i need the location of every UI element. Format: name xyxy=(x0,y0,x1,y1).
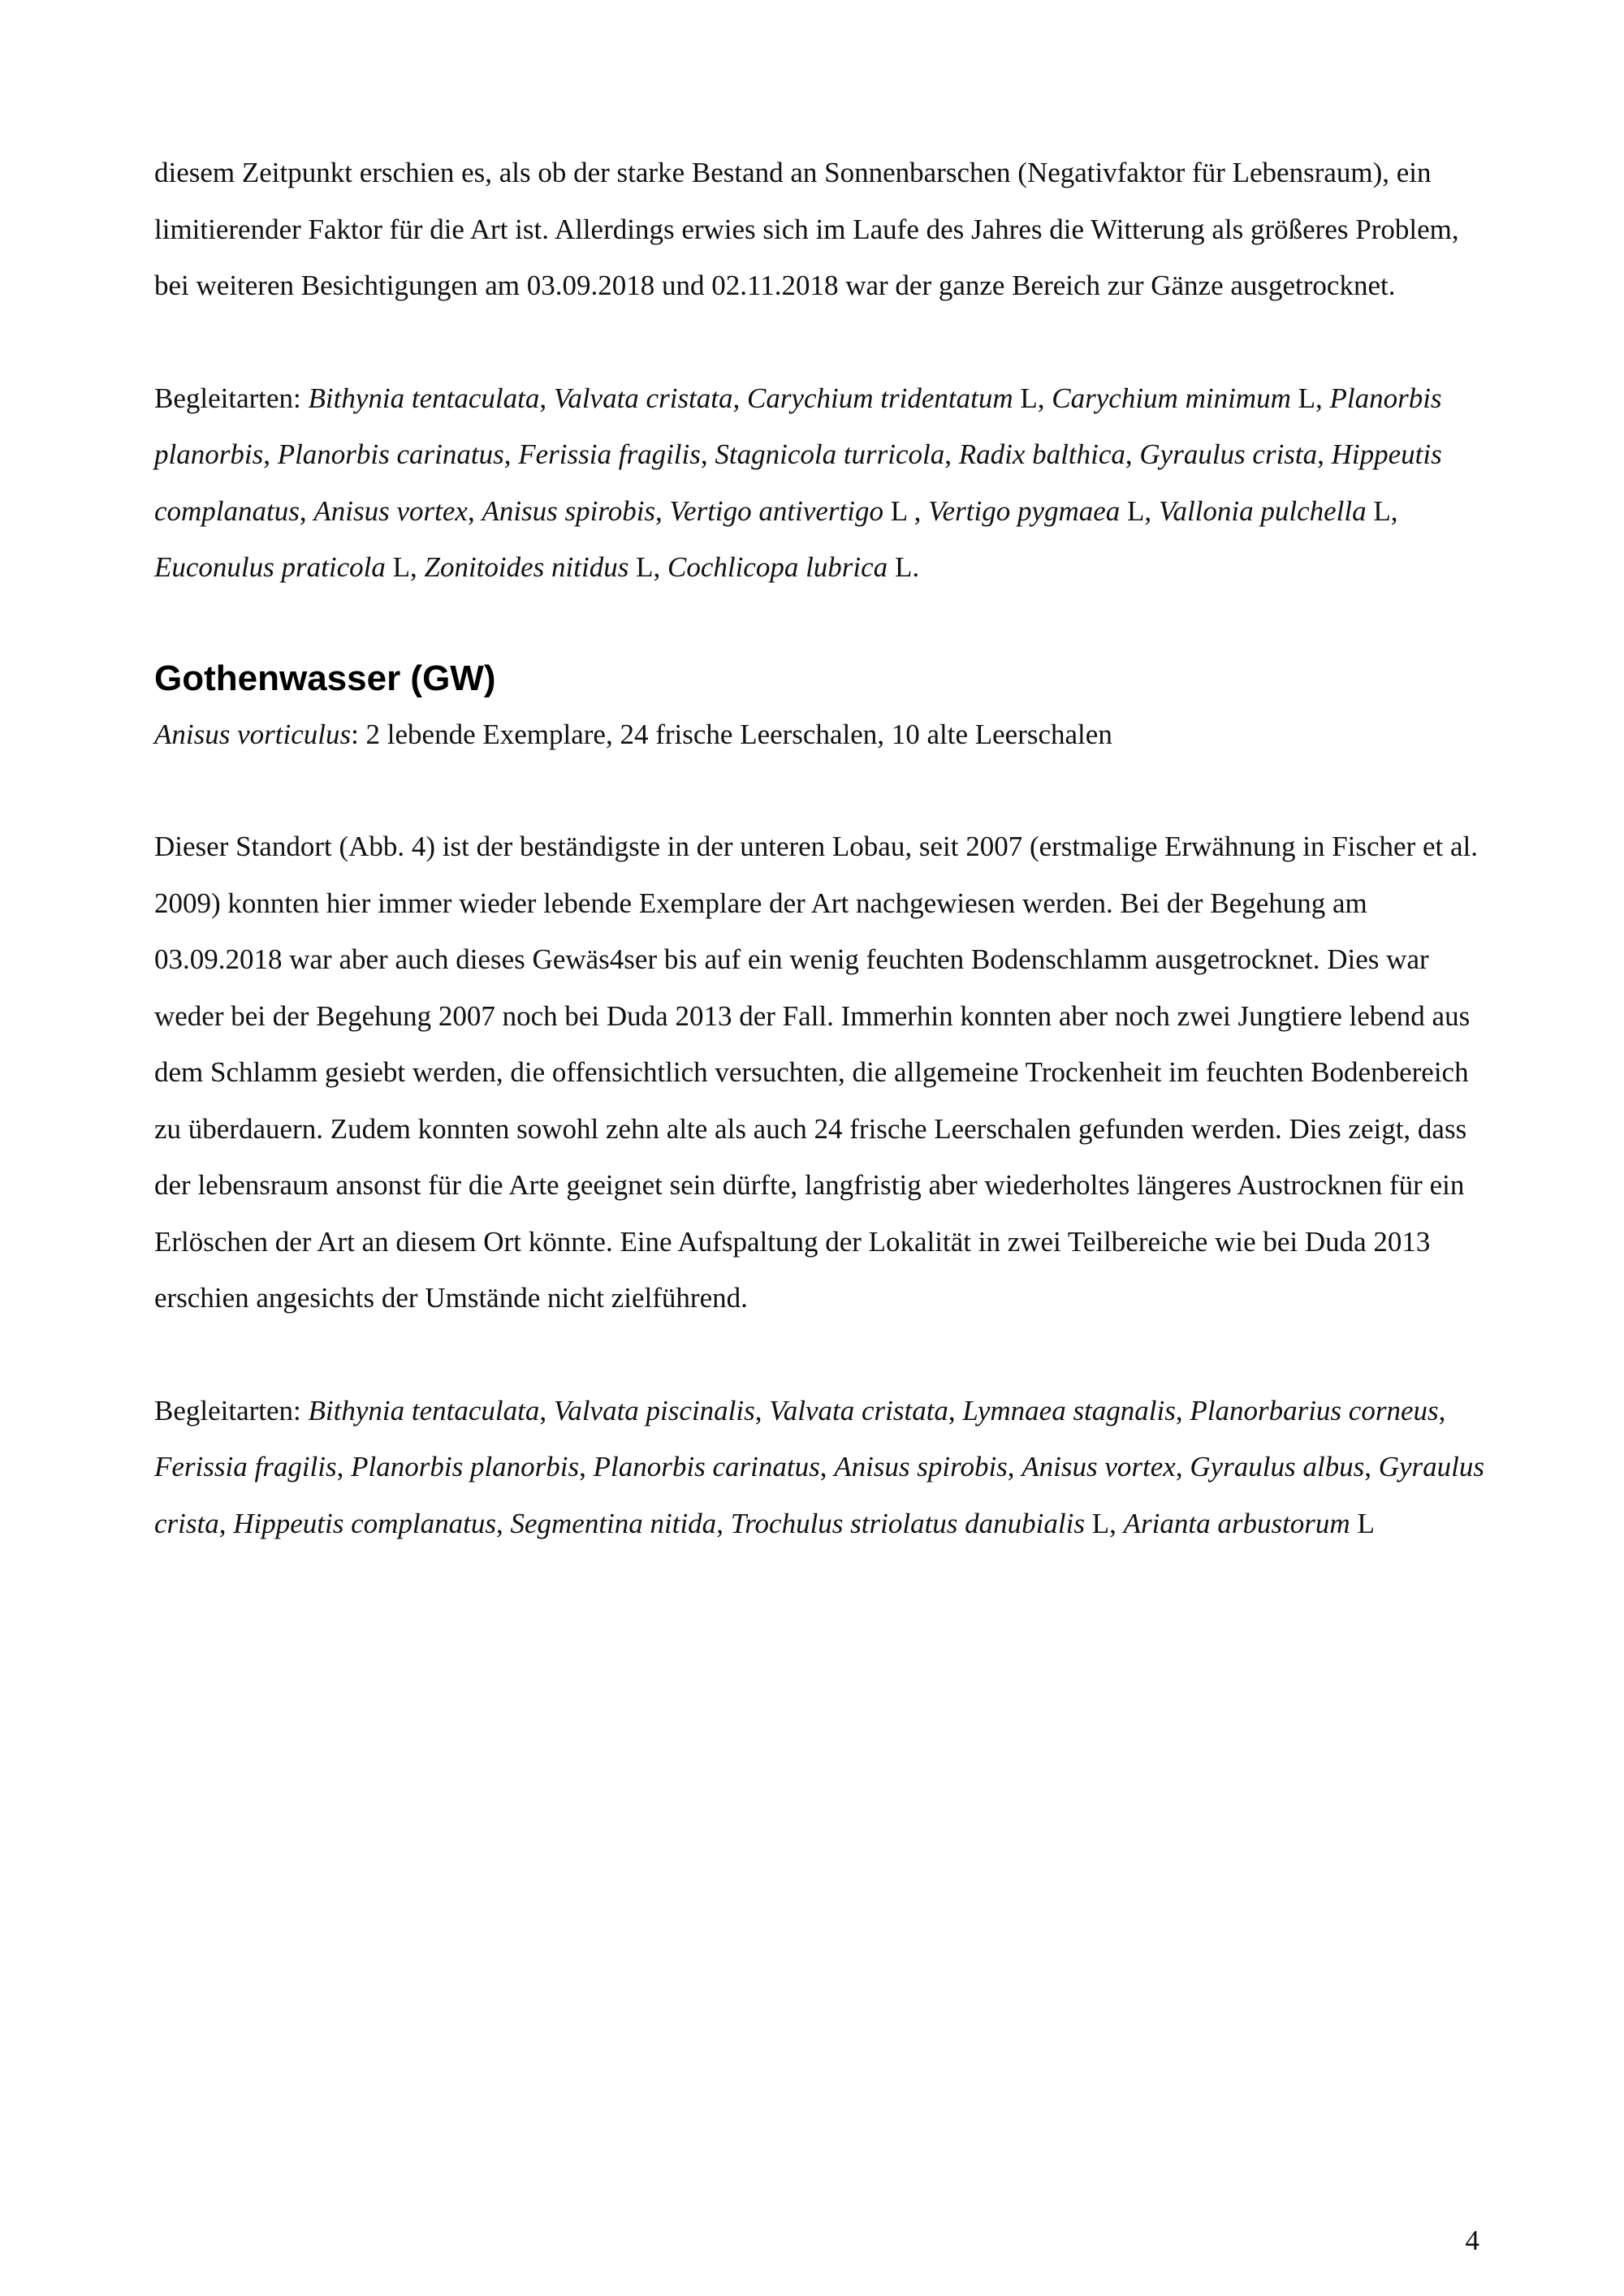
species-suffix: L, xyxy=(1120,494,1159,527)
species-suffix: , xyxy=(579,1451,594,1482)
species-suffix: , xyxy=(1125,438,1140,470)
species-name: Planorbis carinatus xyxy=(593,1451,820,1482)
species-suffix: , xyxy=(732,382,748,414)
species-name: Valvata cristata xyxy=(769,1394,948,1426)
species-suffix: L , xyxy=(883,494,929,527)
species-suffix: L, xyxy=(1013,382,1052,414)
species-name: Anisus vortex xyxy=(1021,1451,1176,1482)
species-name: Vertigo antivertigo xyxy=(669,494,883,527)
companion-species-paragraph-1 xyxy=(154,370,1486,596)
species-name: Segmentina nitida xyxy=(510,1507,717,1539)
species-suffix: L xyxy=(1350,1507,1375,1539)
species-name: Gyraulus crista xyxy=(1139,438,1318,470)
section-heading: Gothenwasser (GW) xyxy=(154,658,496,698)
companion-species-paragraph-2 xyxy=(154,1383,1486,1552)
species-suffix: L, xyxy=(1084,1507,1124,1539)
species-name: Carychium tridentatum xyxy=(747,382,1013,414)
companion-species-label: Begleitarten: xyxy=(154,1394,301,1426)
species-suffix: , xyxy=(503,438,519,470)
species-name: Gyraulus albus xyxy=(1190,1451,1365,1482)
species-suffix: , xyxy=(336,1451,352,1482)
species-suffix: , xyxy=(948,1394,963,1426)
intro-paragraph: diesem Zeitpunkt erschien es, als ob der starke Bestand an Sonnenbarschen (Negativfaktor für Lebensraum), ein limitierender Faktor für die Art ist. Allerdings erwies sich im Laufe des Jahres die Witterung als größeres Problem, bei weiteren Besichtigungen am 03.09.2018 und 02.11.2018 war der ganze Bereich zur Gänze ausgetrocknet. xyxy=(154,157,1459,301)
abundance-line xyxy=(154,706,1486,763)
species-suffix: , xyxy=(218,1507,234,1539)
species-name: Valvata cristata xyxy=(553,382,733,414)
page-content xyxy=(154,145,1486,1552)
species-suffix: , xyxy=(263,438,278,470)
species-suffix: L, xyxy=(1366,494,1398,527)
companion-species-label: Begleitarten: xyxy=(154,382,301,414)
species-name: Zonitoides nitidus xyxy=(424,551,629,583)
species-name: Planorbarius corneus xyxy=(1190,1394,1439,1426)
species-suffix: L, xyxy=(385,551,425,583)
species-name: Carychium minimum xyxy=(1052,382,1291,414)
companion-species-list xyxy=(154,382,1442,584)
site-description-paragraph: Dieser Standort (Abb. 4) ist der beständigste in der unteren Lobau, seit 2007 (erstmalige Erwähnung in Fischer et al. 2009) konnten hier immer wieder lebende Exemplare der Art nachgewiesen werden. Bei der Begehung am 03.09.2018 war aber auch dieses Gewäs4ser bis auf ein wenig feuchten Bodenschlamm ausgetrocknet. Dies war weder bei der Begehung 2007 noch bei Duda 2013 der Fall. Immerhin konnten aber noch zwei Jungtiere lebend aus dem Schlamm gesiebt werden, die offensichtlich versuchten, die allgemeine Trockenheit im feuchten Bodenbereich zu überdauern. Zudem konnten sowohl zehn alte als auch 24 frische Leerschalen gefunden werden. Dies zeigt, dass der lebensraum ansonst für die Arte geeignet sein dürfte, langfristig aber wiederholtes längeres Austrocknen für ein Erlöschen der Art an diesem Ort könnte. Eine Aufspaltung der Lokalität in zwei Teilbereiche wie bei Duda 2013 erschien angesichts der Umstände nicht zielführend. xyxy=(154,831,1478,1314)
companion-species-list xyxy=(154,1395,1484,1539)
species-suffix: L, xyxy=(628,551,667,583)
species-suffix: , xyxy=(1317,438,1332,470)
abundance-counts: : 2 lebende Exemplare, 24 frische Leerschalen, 10 alte Leerschalen xyxy=(351,718,1112,750)
species-name: Vallonia pulchella xyxy=(1158,494,1367,527)
species-suffix: , xyxy=(754,1394,770,1426)
species-name: Stagnicola turricola xyxy=(715,438,945,470)
species-name: Hippeutis complanatus xyxy=(154,438,1442,527)
species-suffix: , xyxy=(716,1507,731,1539)
species-suffix: , xyxy=(1364,1451,1379,1482)
species-name: Arianta arbustorum xyxy=(1123,1507,1350,1539)
species-name: Vertigo pygmaea xyxy=(928,494,1121,527)
species-name: Trochulus striolatus danubialis xyxy=(730,1507,1085,1539)
species-name: Planorbis planorbis xyxy=(154,382,1442,470)
species-suffix: , xyxy=(539,1394,554,1426)
species-name: Anisus spirobis xyxy=(482,494,656,527)
species-suffix: , xyxy=(1175,1394,1190,1426)
species-name: Planorbis carinatus xyxy=(277,438,504,470)
species-suffix: L. xyxy=(888,551,920,583)
species-name: Hippeutis complanatus xyxy=(233,1507,496,1539)
target-species-name: Anisus vorticulus xyxy=(154,718,352,750)
species-name: Radix balthica xyxy=(958,438,1125,470)
species-name: Ferissia fragilis xyxy=(154,1451,337,1482)
species-suffix: , xyxy=(299,494,314,527)
species-name: Valvata piscinalis xyxy=(553,1394,755,1426)
species-name: Anisus vortex xyxy=(313,494,468,527)
species-name: Gyraulus crista xyxy=(154,1451,1484,1539)
species-suffix: , xyxy=(1175,1451,1190,1482)
species-suffix: , xyxy=(1438,1394,1446,1426)
species-suffix: , xyxy=(819,1451,835,1482)
species-name: Lymnaea stagnalis xyxy=(962,1394,1176,1426)
species-name: Euconulus praticola xyxy=(154,551,386,583)
species-name: Planorbis planorbis xyxy=(351,1451,580,1482)
species-suffix: , xyxy=(1007,1451,1022,1482)
species-name: Bithynia tentaculata xyxy=(308,382,540,414)
species-name: Anisus spirobis xyxy=(834,1451,1008,1482)
species-suffix: , xyxy=(655,494,670,527)
page-number: 4 xyxy=(1465,2225,1479,2256)
species-suffix: L, xyxy=(1290,382,1330,414)
species-suffix: , xyxy=(495,1507,511,1539)
species-suffix: , xyxy=(467,494,482,527)
species-name: Bithynia tentaculata xyxy=(308,1394,540,1426)
species-suffix: , xyxy=(700,438,715,470)
species-suffix: , xyxy=(539,382,554,414)
species-name: Cochlicopa lubrica xyxy=(667,551,888,583)
species-suffix: , xyxy=(944,438,959,470)
species-name: Ferissia fragilis xyxy=(518,438,701,470)
